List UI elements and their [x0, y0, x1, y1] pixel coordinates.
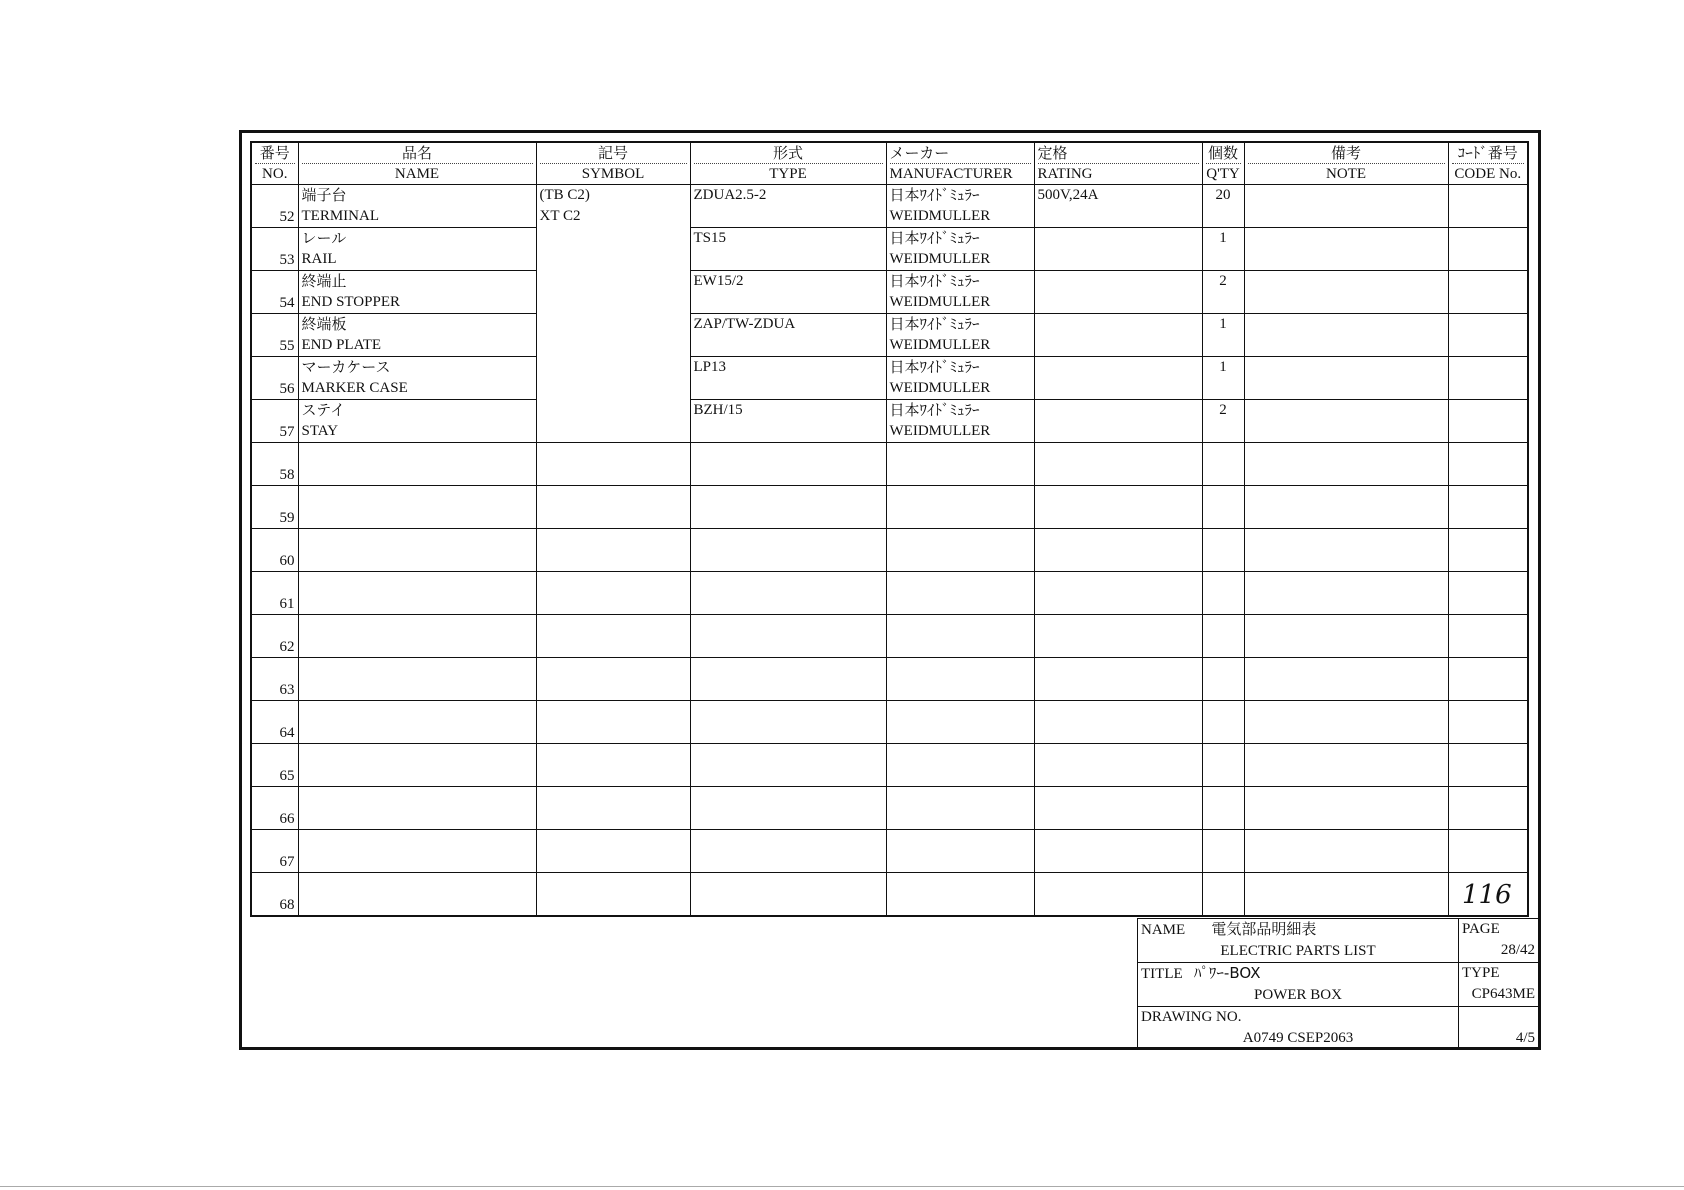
row-type: [690, 486, 886, 529]
row-symbol: [536, 744, 690, 787]
row-name: [298, 529, 536, 572]
row-qty: [1202, 443, 1244, 486]
row-qty: 1: [1202, 314, 1244, 357]
col-header-rating: 定格 RATING: [1034, 142, 1202, 185]
type-value: CP643ME: [1471, 986, 1535, 1002]
row-code: [1448, 486, 1528, 529]
row-number: 61: [251, 572, 298, 615]
row-manufacturer: [886, 658, 1034, 701]
row-manufacturer: [886, 529, 1034, 572]
row-manufacturer: [886, 572, 1034, 615]
row-rating: 500V,24A: [1034, 185, 1202, 228]
name-label: NAME 電気部品明細表: [1141, 920, 1317, 938]
row-manufacturer: 日本ﾜｲﾄﾞﾐｭﾗｰ WEIDMULLER: [886, 271, 1034, 314]
drawing-label: DRAWING NO.: [1141, 1009, 1242, 1025]
row-code: [1448, 400, 1528, 443]
page-value: 28/42: [1500, 942, 1535, 958]
table-row: [251, 744, 1528, 787]
row-note: [1244, 658, 1448, 701]
row-code: [1448, 529, 1528, 572]
col-header-type: 形式 TYPE: [690, 142, 886, 185]
table-row: [251, 658, 1528, 701]
row-type: [690, 443, 886, 486]
row-rating: [1034, 873, 1202, 917]
row-name: [298, 615, 536, 658]
col-header-qty: 個数 Q'TY: [1202, 142, 1244, 185]
row-type: [690, 658, 886, 701]
row-name: [298, 873, 536, 917]
row-name: 端子台 TERMINAL: [298, 185, 536, 228]
row-symbol: [536, 572, 690, 615]
row-rating: [1034, 701, 1202, 744]
row-note: [1244, 486, 1448, 529]
row-name: [298, 744, 536, 787]
table-row: [251, 443, 1528, 486]
row-code: [1448, 830, 1528, 873]
row-code: [1448, 314, 1528, 357]
sheet-value: 4/5: [1515, 1030, 1535, 1046]
col-header-manufacturer: メーカー MANUFACTURER: [886, 142, 1034, 185]
row-name: マーカケース MARKER CASE: [298, 357, 536, 400]
row-rating: [1034, 271, 1202, 314]
row-type: TS15: [690, 228, 886, 271]
row-number: 58: [251, 443, 298, 486]
row-note: [1244, 873, 1448, 917]
row-manufacturer: 日本ﾜｲﾄﾞﾐｭﾗｰ WEIDMULLER: [886, 314, 1034, 357]
row-rating: [1034, 400, 1202, 443]
row-type: [690, 787, 886, 830]
table-row: [251, 873, 1528, 917]
row-manufacturer: 日本ﾜｲﾄﾞﾐｭﾗｰ WEIDMULLER: [886, 357, 1034, 400]
row-name: 終端止 END STOPPER: [298, 271, 536, 314]
title-block: [1137, 918, 1539, 1050]
row-qty: [1202, 787, 1244, 830]
row-type: [690, 830, 886, 873]
row-type: ZAP/TW-ZDUA: [690, 314, 886, 357]
row-code: [1448, 701, 1528, 744]
row-note: [1244, 228, 1448, 271]
row-note: [1244, 271, 1448, 314]
row-qty: [1202, 615, 1244, 658]
col-header-code: ｺｰﾄﾞ番号 CODE No.: [1448, 142, 1528, 185]
row-symbol-group: (TB C2) XT C2: [536, 185, 690, 443]
row-note: [1244, 787, 1448, 830]
row-symbol: [536, 658, 690, 701]
title-block-row: [1138, 1007, 1539, 1050]
table-row: [251, 830, 1528, 873]
row-name: [298, 658, 536, 701]
row-note: [1244, 744, 1448, 787]
row-note: [1244, 830, 1448, 873]
row-type: BZH/15: [690, 400, 886, 443]
row-symbol: [536, 615, 690, 658]
table-row: [251, 185, 1528, 228]
row-name: [298, 787, 536, 830]
table-row: [251, 400, 1528, 443]
row-symbol: [536, 529, 690, 572]
row-rating: [1034, 486, 1202, 529]
row-symbol: [536, 701, 690, 744]
row-manufacturer: [886, 443, 1034, 486]
row-name: 終端板 END PLATE: [298, 314, 536, 357]
col-header-symbol: 記号 SYMBOL: [536, 142, 690, 185]
row-manufacturer: 日本ﾜｲﾄﾞﾐｭﾗｰ WEIDMULLER: [886, 185, 1034, 228]
row-rating: [1034, 658, 1202, 701]
row-type: LP13: [690, 357, 886, 400]
row-code: [1448, 271, 1528, 314]
title-block-page: [1459, 919, 1539, 963]
drawing-value: A0749 CSEP2063: [1242, 1030, 1354, 1046]
row-number: 65: [251, 744, 298, 787]
row-code: [1448, 615, 1528, 658]
row-manufacturer: [886, 486, 1034, 529]
row-symbol: [536, 443, 690, 486]
title-block-sheet: [1459, 1007, 1539, 1050]
scan-edge-line: [0, 1186, 1684, 1187]
row-rating: [1034, 572, 1202, 615]
title-block-drawing: [1138, 1007, 1459, 1050]
table-row: [251, 529, 1528, 572]
row-rating: [1034, 314, 1202, 357]
row-rating: [1034, 615, 1202, 658]
row-number: 56: [251, 357, 298, 400]
row-rating: [1034, 443, 1202, 486]
row-note: [1244, 314, 1448, 357]
row-code: [1448, 658, 1528, 701]
row-note: [1244, 357, 1448, 400]
row-number: 63: [251, 658, 298, 701]
row-code: [1448, 357, 1528, 400]
table-row: [251, 701, 1528, 744]
row-symbol: [536, 787, 690, 830]
row-qty: [1202, 701, 1244, 744]
row-number: 53: [251, 228, 298, 271]
row-number: 68: [251, 873, 298, 917]
row-manufacturer: [886, 615, 1034, 658]
row-manufacturer: 日本ﾜｲﾄﾞﾐｭﾗｰ WEIDMULLER: [886, 228, 1034, 271]
row-symbol: [536, 486, 690, 529]
row-code: [1448, 744, 1528, 787]
row-manufacturer: [886, 873, 1034, 917]
row-name: [298, 701, 536, 744]
row-code: [1448, 228, 1528, 271]
col-header-note: 備考 NOTE: [1244, 142, 1448, 185]
row-qty: 2: [1202, 271, 1244, 314]
row-qty: [1202, 486, 1244, 529]
row-number: 64: [251, 701, 298, 744]
handwritten-note: 116: [1462, 880, 1512, 910]
row-note: [1244, 400, 1448, 443]
row-note: [1244, 701, 1448, 744]
row-type: [690, 615, 886, 658]
title-label: TITLE ﾊﾟﾜｰ-BOX: [1141, 964, 1261, 982]
title-block-row: [1138, 919, 1539, 963]
table-row: [251, 228, 1528, 271]
row-rating: [1034, 787, 1202, 830]
row-name: [298, 572, 536, 615]
row-rating: [1034, 357, 1202, 400]
row-qty: 1: [1202, 228, 1244, 271]
row-number: 66: [251, 787, 298, 830]
row-qty: [1202, 830, 1244, 873]
row-rating: [1034, 830, 1202, 873]
row-manufacturer: [886, 744, 1034, 787]
row-qty: 1: [1202, 357, 1244, 400]
row-code: [1448, 443, 1528, 486]
row-type: EW15/2: [690, 271, 886, 314]
row-qty: [1202, 744, 1244, 787]
row-type: [690, 572, 886, 615]
row-type: [690, 744, 886, 787]
row-code: [1448, 787, 1528, 830]
table-row: [251, 314, 1528, 357]
row-qty: 2: [1202, 400, 1244, 443]
row-number: 57: [251, 400, 298, 443]
row-name: [298, 486, 536, 529]
row-qty: 20: [1202, 185, 1244, 228]
header-row: [251, 142, 1528, 185]
row-number: 52: [251, 185, 298, 228]
row-number: 59: [251, 486, 298, 529]
row-note: [1244, 185, 1448, 228]
row-rating: [1034, 529, 1202, 572]
row-qty: [1202, 572, 1244, 615]
parts-table: [250, 141, 1529, 917]
row-type: ZDUA2.5-2: [690, 185, 886, 228]
title-value: POWER BOX: [1254, 987, 1342, 1003]
row-qty: [1202, 529, 1244, 572]
table-row: [251, 486, 1528, 529]
row-type: [690, 873, 886, 917]
row-symbol: [536, 830, 690, 873]
col-header-name: 品名 NAME: [298, 142, 536, 185]
empty-rows: [251, 443, 1528, 917]
row-qty: [1202, 658, 1244, 701]
name-value: ELECTRIC PARTS LIST: [1220, 943, 1376, 959]
row-note: [1244, 615, 1448, 658]
title-block-name: [1138, 919, 1459, 963]
title-block-type: [1459, 963, 1539, 1007]
row-note: [1244, 572, 1448, 615]
table-row: [251, 615, 1528, 658]
table-row: [251, 572, 1528, 615]
page-label: PAGE: [1462, 921, 1500, 937]
row-number: 67: [251, 830, 298, 873]
row-manufacturer: [886, 787, 1034, 830]
table-row: [251, 357, 1528, 400]
row-type: [690, 529, 886, 572]
row-name: ステイ STAY: [298, 400, 536, 443]
row-note: [1244, 443, 1448, 486]
row-name: [298, 830, 536, 873]
row-number: 60: [251, 529, 298, 572]
row-qty: [1202, 873, 1244, 917]
title-block-row: [1138, 963, 1539, 1007]
row-number: 54: [251, 271, 298, 314]
type-label: TYPE: [1462, 965, 1500, 981]
row-rating: [1034, 228, 1202, 271]
row-type: [690, 701, 886, 744]
row-code: [1448, 185, 1528, 228]
row-name: レール RAIL: [298, 228, 536, 271]
row-number: 62: [251, 615, 298, 658]
row-number: 55: [251, 314, 298, 357]
row-manufacturer: 日本ﾜｲﾄﾞﾐｭﾗｰ WEIDMULLER: [886, 400, 1034, 443]
row-rating: [1034, 744, 1202, 787]
row-symbol: [536, 873, 690, 917]
row-name: [298, 443, 536, 486]
row-manufacturer: [886, 701, 1034, 744]
table-row: [251, 271, 1528, 314]
row-note: [1244, 529, 1448, 572]
row-manufacturer: [886, 830, 1034, 873]
row-code: [1448, 572, 1528, 615]
title-block-title: [1138, 963, 1459, 1007]
col-header-no: 番号 NO.: [251, 142, 298, 185]
table-row: [251, 787, 1528, 830]
